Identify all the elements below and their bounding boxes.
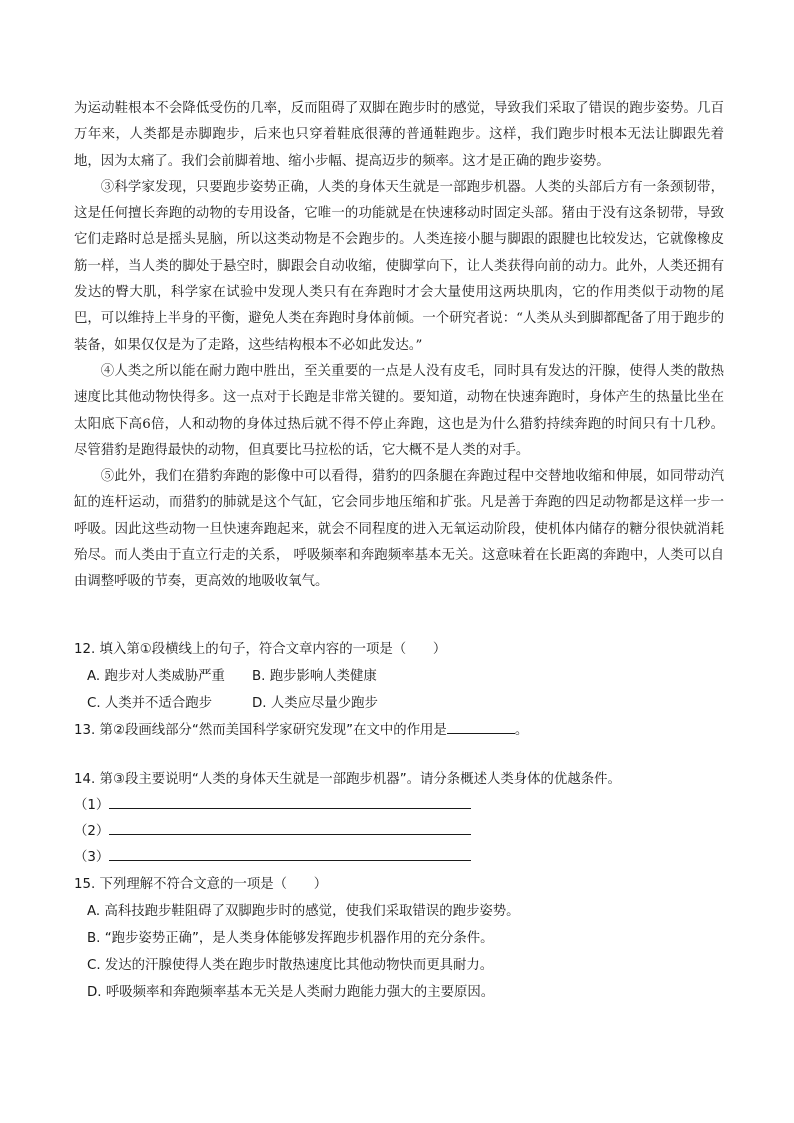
question-14-answer-blank-3[interactable]	[109, 846, 471, 861]
question-14-line-label: （1）	[74, 798, 110, 813]
question-14-answer-blank-1[interactable]	[109, 794, 471, 809]
question-13-stem: 13. 第②段画线部分“然而美国科学家研究发现”在文中的作用是	[74, 723, 447, 738]
question-section	[74, 636, 724, 1006]
question-14-answer-line-2	[74, 819, 724, 845]
question-13	[74, 717, 724, 744]
question-15-option-a[interactable]: A. 高科技跑步鞋阻碍了双脚跑步时的感觉，使我们采取错误的跑步姿势。	[87, 904, 520, 919]
passage-paragraph-3: ③科学家发现，只要跑步姿势正确，人类的身体天生就是一部跑步机器。人类的头部后方有一条颈韧带，这是任何擅长奔跑的动物的专用设备，它唯一的功能就是在快速移动时固定头部。猪由于没有这条韧带，导致它们走路时总是摇头晃脑，所以这类动物是不会跑步的。人类连接小腿与脚跟的跟腱也比较发达，它就像橡皮筋一样，当人类的脚处于悬空时，脚跟会自动收缩，使脚掌向下，让人类获得向前的动力。此外，人类还拥有发达的臀大肌，科学家在试验中发现人类只有在奔跑时才会大量使用这两块肌肉，它的作用类似于动物的尾巴，可以维持上半身的平衡，避免人类在奔跑时身体前倾。一个研究者说：“人类从头到脚都配备了用于跑步的装备，如果仅仅是为了走路，这些结构根本不必如此发达。”	[74, 179, 724, 353]
question-12-options-row-2	[74, 690, 724, 717]
question-12-stem: 12. 填入第①段横线上的句子，符合文章内容的一项是（ ）	[74, 642, 447, 657]
spacer	[74, 744, 724, 766]
question-15-option-c[interactable]: C. 发达的汗腺使得人类在跑步时散热速度比其他动物快而更具耐力。	[87, 958, 494, 973]
question-14-answer-line-3	[74, 845, 724, 871]
question-12-options-row-1	[74, 663, 724, 690]
question-15-option-b[interactable]: B. “跑步姿势正确”，是人类身体能够发挥跑步机器作用的充分条件。	[87, 931, 494, 946]
question-14-line-label: （3）	[74, 850, 110, 865]
question-14-answer-blank-2[interactable]	[109, 820, 471, 835]
question-13-stem-end: 。	[514, 723, 529, 738]
question-14-answer-line-1	[74, 793, 724, 819]
reading-passage	[74, 96, 724, 596]
question-14-line-label: （2）	[74, 824, 110, 839]
question-12-option-a[interactable]: A. 跑步对人类威胁严重	[87, 669, 225, 684]
question-14-stem: 14. 第③段主要说明“人类的身体天生就是一部跑步机器”。请分条概述人类身体的优越条件。	[74, 772, 621, 787]
question-12-option-d[interactable]: D. 人类应尽量少跑步	[252, 696, 378, 711]
question-15-option-d[interactable]: D. 呼吸频率和奔跑频率基本无关是人类耐力跑能力强大的主要原因。	[87, 985, 495, 1000]
question-15-stem: 15. 下列理解不符合文意的一项是（ ）	[74, 877, 328, 892]
passage-paragraph-4: ④人类之所以能在耐力跑中胜出，至关重要的一点是人没有皮毛，同时具有发达的汗腺，使得人类的散热速度比其他动物快得多。这一点对于长跑是非常关键的。要知道，动物在快速奔跑时，身体产生的热量比坐在太阳底下高6倍，人和动物的身体过热后就不得不停止奔跑，这也是为什么猎豹持续奔跑的时间只有十几秒。尽管猎豹是跑得最快的动物，但真要比马拉松的话，它大概不是人类的对手。	[74, 363, 724, 458]
question-13-answer-blank[interactable]	[447, 719, 515, 734]
passage-paragraph-5: ⑤此外，我们在猎豹奔跑的影像中可以看得，猎豹的四条腿在奔跑过程中交替地收缩和伸展，如同带动汽缸的连杆运动，而猎豹的肺就是这个气缸，它会同步地压缩和扩张。凡是善于奔跑的四足动物都是这样一步一呼吸。因此这些动物一旦快速奔跑起来，就会不同程度的进入无氧运动阶段，使机体内储存的糖分很快就消耗殆尽。而人类由于直立行走的关系， 呼吸频率和奔跑频率基本无关。这意味着在长距离的奔跑中，人类可以自由调整呼吸的节奏，更高效的地吸收氧气。	[74, 469, 724, 590]
question-12-option-c[interactable]: C. 人类并不适合跑步	[87, 696, 212, 711]
question-12-option-b[interactable]: B. 跑步影响人类健康	[252, 669, 377, 684]
passage-paragraph-continued: 为运动鞋根本不会降低受伤的几率，反而阻碍了双脚在跑步时的感觉，导致我们采取了错误的跑步姿势。几百万年来，人类都是赤脚跑步，后来也只穿着鞋底很薄的普通鞋跑步。这样，我们跑步时根本无法让脚跟先着地，因为太痛了。我们会前脚着地、缩小步幅、提高迈步的频率。这才是正确的跑步姿势。	[74, 101, 724, 169]
